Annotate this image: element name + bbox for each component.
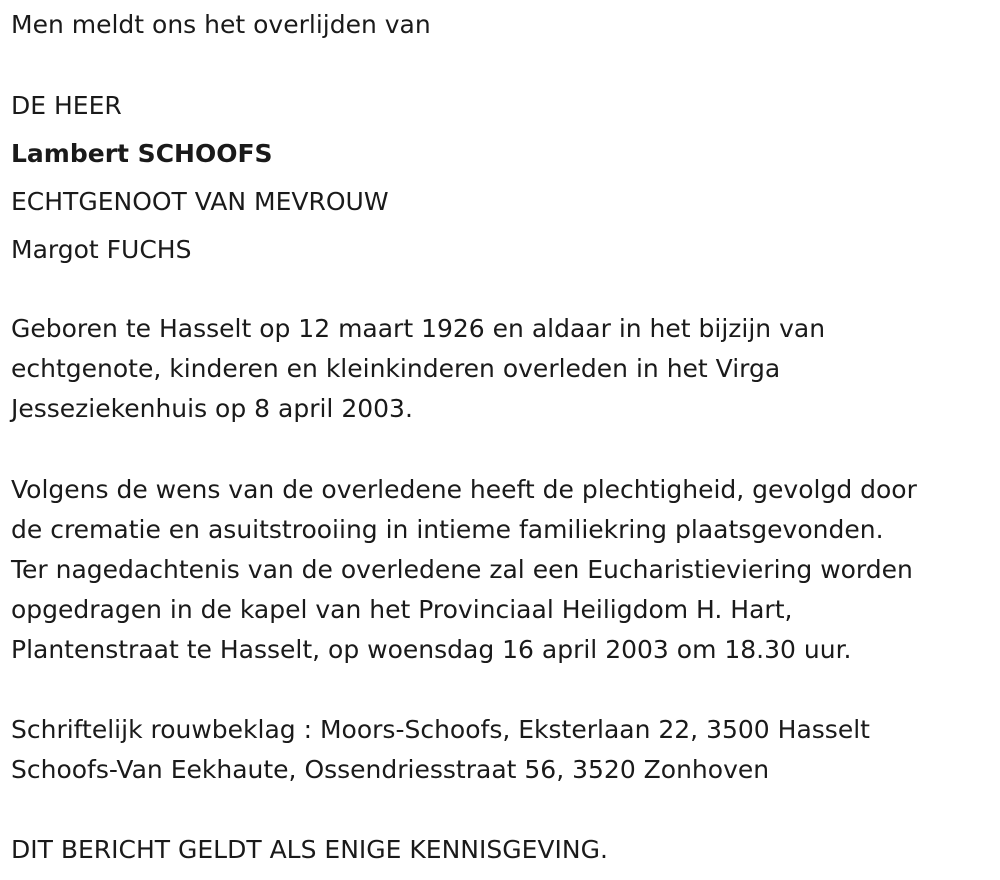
closing-line: DIT BERICHT GELDT ALS ENIGE KENNISGEVING.: [11, 835, 608, 864]
birth-line: Geboren te Hasselt op 12 maart 1926 en aldaar in het bijzijn van: [11, 314, 826, 343]
condolences-line: Schriftelijk rouwbeklag : Moors-Schoofs, Eksterlaan 22, 3500 Hasselt: [11, 715, 870, 744]
ceremony-line: opgedragen in de kapel van het Provinciaal Heiligdom H. Hart,: [11, 595, 793, 624]
relation-line: ECHTGENOOT VAN MEVROUW: [11, 187, 389, 216]
ceremony-line: Volgens de wens van de overledene heeft de plechtigheid, gevolgd door: [11, 475, 917, 504]
condolences-line: Schoofs-Van Eekhaute, Ossendriesstraat 56, 3520 Zonhoven: [11, 755, 770, 784]
intro-line: Men meldt ons het overlijden van: [11, 10, 431, 39]
honorific: DE HEER: [11, 91, 122, 120]
ceremony-line: de crematie en asuitstrooiing in intieme familiekring plaatsgevonden.: [11, 515, 884, 544]
ceremony-line: Ter nagedachtenis van de overledene zal een Eucharistieviering worden: [11, 555, 913, 584]
birth-line: echtgenote, kinderen en kleinkinderen overleden in het Virga: [11, 354, 781, 383]
birth-line: Jesseziekenhuis op 8 april 2003.: [11, 394, 413, 423]
ceremony-line: Plantenstraat te Hasselt, op woensdag 16 april 2003 om 18.30 uur.: [11, 635, 852, 664]
deceased-name: Lambert SCHOOFS: [11, 139, 273, 168]
spouse-name: Margot FUCHS: [11, 235, 192, 264]
